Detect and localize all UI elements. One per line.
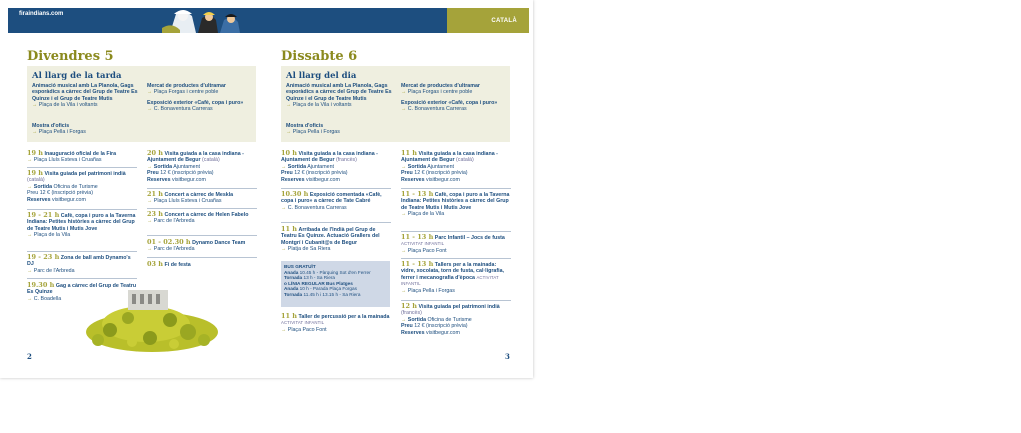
afternoon-highlight-box	[27, 66, 256, 142]
divider	[27, 278, 137, 279]
hill-illustration	[80, 280, 220, 355]
event-item: 12 h Visita guiada pel patrimoni indià (francès) → Sortida Oficina de Turisme Preu 12 € (inscripció prèvia) Reserves visitbegur.com	[401, 302, 500, 336]
divider	[27, 167, 137, 168]
event-item: 01 - 02.30 h Dynamo Dance Team → Parc de l'Arbreda	[147, 238, 246, 253]
event-item: 10 h Visita guiada a la casa indiana - Ajuntament de Begur (francès) → Sortida Ajuntament Preu 12 € (inscripció prèvia) Reserves visitbegur.com	[281, 149, 378, 183]
event-item: 23 h Concert a càrrec de Helen Fabelo → Parc de l'Arbreda	[147, 210, 249, 225]
highlight-title: Al llarg de la tarda	[32, 71, 122, 81]
highlight-item: Mostra d'oficis → Plaça Pella i Forgas	[32, 123, 86, 136]
divider	[281, 222, 391, 223]
divider	[147, 235, 257, 236]
event-item: 20 h Visita guiada a la casa indiana - Ajuntament de Begur (català) → Sortida Ajuntament Preu 12 € (inscripció prèvia) Reserves visitbegur.com	[147, 149, 244, 183]
highlight-item: Exposició exterior «Cafè, copa i puro» → C. Bonaventura Carreras	[401, 100, 498, 113]
highlight-item: Animació musical amb La Planola, Gags esporàdics a càrrec del Grup de Teatre Es Quinze i el Grup de Teatre Mutis → Plaça de la Vila i voltants	[286, 83, 392, 109]
language-label: CATALÀ	[491, 18, 517, 24]
divider	[401, 258, 511, 259]
divider	[401, 188, 511, 189]
brochure-spread	[0, 0, 533, 378]
day-title-saturday: Dissabte 6	[281, 49, 358, 64]
event-item: 11 - 13 h Parc Infantil – Jocs de fusta ACTIVITAT INFANTIL → Plaça Paco Font	[401, 233, 505, 254]
allday-highlight-box	[281, 66, 510, 142]
event-item: 11 h Visita guiada a la casa indiana - Ajuntament de Begur (català) → Sortida Ajuntament Preu 12 € (inscripció prèvia) Reserves visitbegur.com	[401, 149, 498, 183]
event-item: 11 - 13 h Tallers per a la mainada: vidre, xocolata, torn de fusta, cal·ligrafia, ferrer i mecanografia d'època ACTIVITAT INFANTIL → Plaça Pella i Forgas	[401, 260, 505, 294]
highlight-item: Exposició exterior «Cafè, copa i puro» → C. Bonaventura Carreras	[147, 100, 244, 113]
highlight-item: Mercat de productes d'ultramar → Plaça Forgas i centre poble	[401, 83, 480, 96]
divider	[27, 209, 137, 210]
highlight-item: Mostra d'oficis → Plaça Pella i Forgas	[286, 123, 340, 136]
divider	[147, 257, 257, 258]
language-tab[interactable]	[447, 8, 529, 33]
page-number: 2	[27, 352, 32, 361]
divider	[281, 188, 391, 189]
divider	[27, 251, 137, 252]
highlight-item: Mercat de productes d'ultramar → Plaça Forgas i centre poble	[147, 83, 226, 96]
event-item: 10.30 h Exposició comentada «Cafè, copa i puro» a càrrec de Tate Cabré → C. Bonaventura Carreras	[281, 190, 382, 211]
event-item: 19 h Inauguració oficial de la Fira → Plaça Lluís Esteva i Cruañas	[27, 149, 117, 164]
event-item: 21 h Concert a càrrec de Meskla → Plaça Lluís Esteva i Cruañas	[147, 190, 234, 205]
divider	[401, 300, 511, 301]
divider	[401, 231, 511, 232]
event-item: 03 h Fi de festa	[147, 260, 191, 268]
event-item: 11 - 13 h Cafè, copa i puro a la Taverna Indiana: Petites històries a càrrec del Grup de Teatre Mutis i Mutis Jove → Plaça de la Vila	[401, 190, 510, 218]
free-bus-info: BUS GRATUÏT Anada 10.45 h - Pàrquing Sot d'en Ferrer Tornada 13 h - Sa Riera o LÍNIA REGULAR Bus Platges Anada 10 h - Parada Plaça Forgas Tornada 11.45 h i 13.15 h - Sa Riera	[281, 261, 390, 307]
event-item: 11 h Taller de percussió per a la mainada ACTIVITAT INFANTIL → Plaça Paco Font	[281, 312, 390, 333]
event-item: 19 - 21 h Cafè, copa i puro a la Taverna Indiana: Petites històries a càrrec del Grup de Teatre Mutis i Mutis Jove → Plaça de la Vila	[27, 211, 136, 239]
divider	[147, 208, 257, 209]
site-url[interactable]: firaindians.com	[19, 11, 64, 17]
event-item: 19 - 23 h Zona de ball amb Dynamo's DJ → Parc de l'Arbreda	[27, 253, 131, 274]
page-number: 3	[505, 352, 510, 361]
event-item: 19.30 h Gag a càrrec del Grup de Teatru Es Quinze → C. Boadella	[27, 281, 137, 302]
event-item: 19 h Visita guiada pel patrimoni indià (català) → Sortida Oficina de Turisme Preu 12 € (inscripció prèvia) Reserves visitbegur.com	[27, 169, 126, 203]
highlight-title: Al llarg del dia	[286, 71, 357, 81]
header-illustration	[162, 8, 252, 33]
divider	[147, 188, 257, 189]
highlight-item: Animació musical amb La Planola, Gags esporàdics a càrrec del Grup de Teatre Es Quinze i el Grup de Teatre Mutis → Plaça de la Vila i voltants	[32, 83, 138, 109]
day-title-friday: Divendres 5	[27, 49, 114, 64]
event-item: 11 h Arribada de l'Indià pel Grup de Teatru Es Quinze. Actuació Grallers del Montgrí i Cubanit@s de Begur → Platja de Sa Riera	[281, 225, 380, 253]
